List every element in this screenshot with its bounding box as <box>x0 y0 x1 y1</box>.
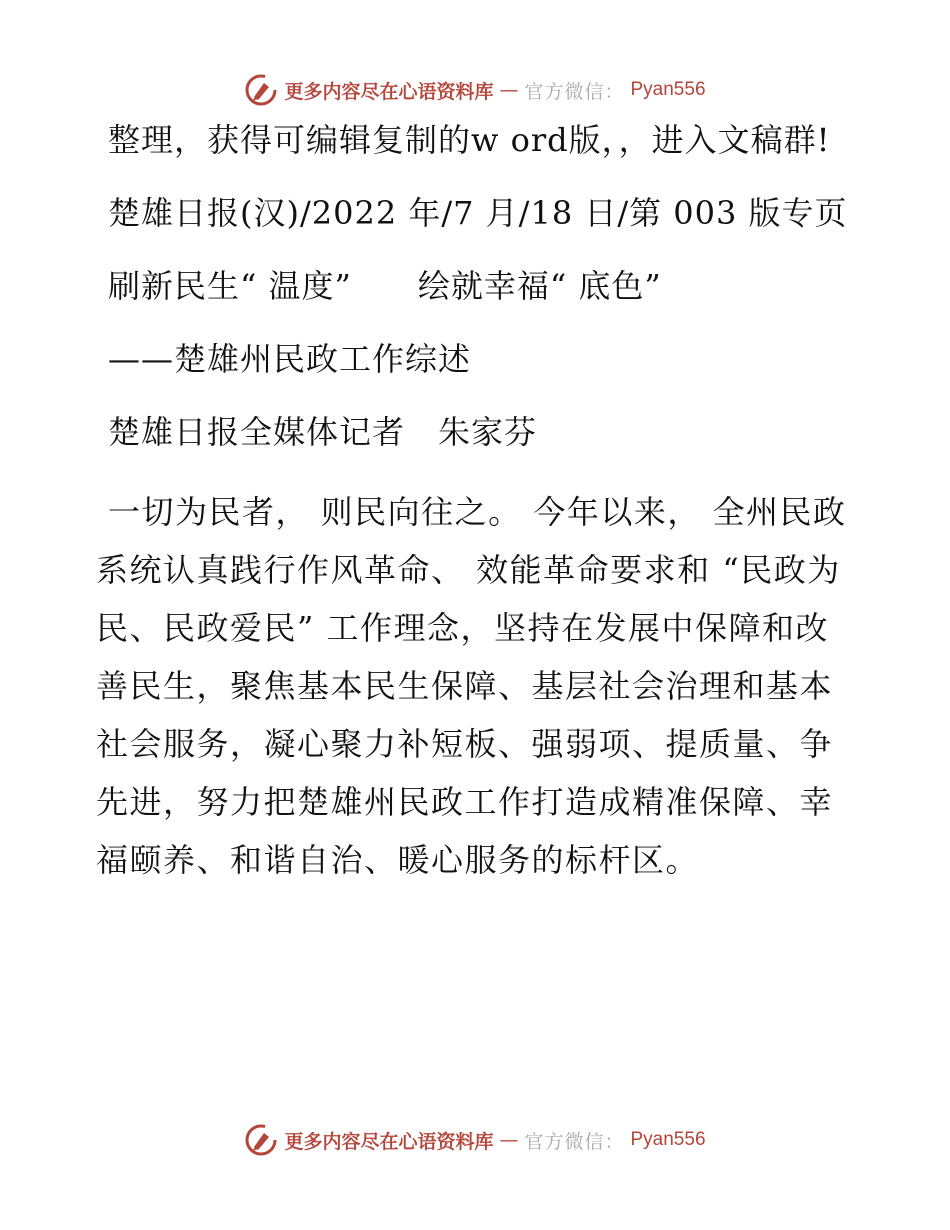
watermark-wechat-label: 官方微信： <box>524 1130 625 1153</box>
document-source: 楚雄日报(汉)/2022 年/7 月/18 日/第 003 版专页 <box>108 194 848 232</box>
document-paragraph: 一切为民者， 则民向往之。 今年以来， 全州民政系统认真践行作风革命、 效能革命要求和 “民政为民、民政爱民” 工作理念，坚持在发展中保障和改善民生，聚焦基本民生保障、基层社会治理和基本社会服务，凝心聚力补短板、强弱项、提质量、争先进，努力把楚雄州民政工作打造成精准保障、幸福颐养、和谐自治、暖心服务的标杆区。 <box>96 493 847 879</box>
watermark-wechat-label: 官方微信： <box>524 80 625 103</box>
watermark-separator: — <box>499 79 519 101</box>
pen-nib-logo-icon <box>244 73 278 107</box>
pen-nib-logo-icon <box>244 1123 278 1157</box>
footer-watermark <box>0 1120 950 1160</box>
document-subtitle: ——楚雄州民政工作综述 <box>108 340 472 378</box>
watermark-wechat-id: Pyan556 <box>630 1129 706 1150</box>
watermark-separator: — <box>499 1129 519 1151</box>
document-headline: 刷新民生“ 温度” 绘就幸福“ 底色” <box>108 267 662 305</box>
document-byline: 楚雄日报全媒体记者 朱家芬 <box>108 413 538 451</box>
document-note: 整理，获得可编辑复制的w ord版，，进入文稿群! <box>108 121 831 159</box>
header-watermark <box>0 70 950 110</box>
watermark-brand: 更多内容尽在心语资料库 <box>284 80 494 103</box>
document-body <box>96 118 856 917</box>
watermark-brand: 更多内容尽在心语资料库 <box>284 1130 494 1153</box>
watermark-wechat-id: Pyan556 <box>630 79 706 100</box>
